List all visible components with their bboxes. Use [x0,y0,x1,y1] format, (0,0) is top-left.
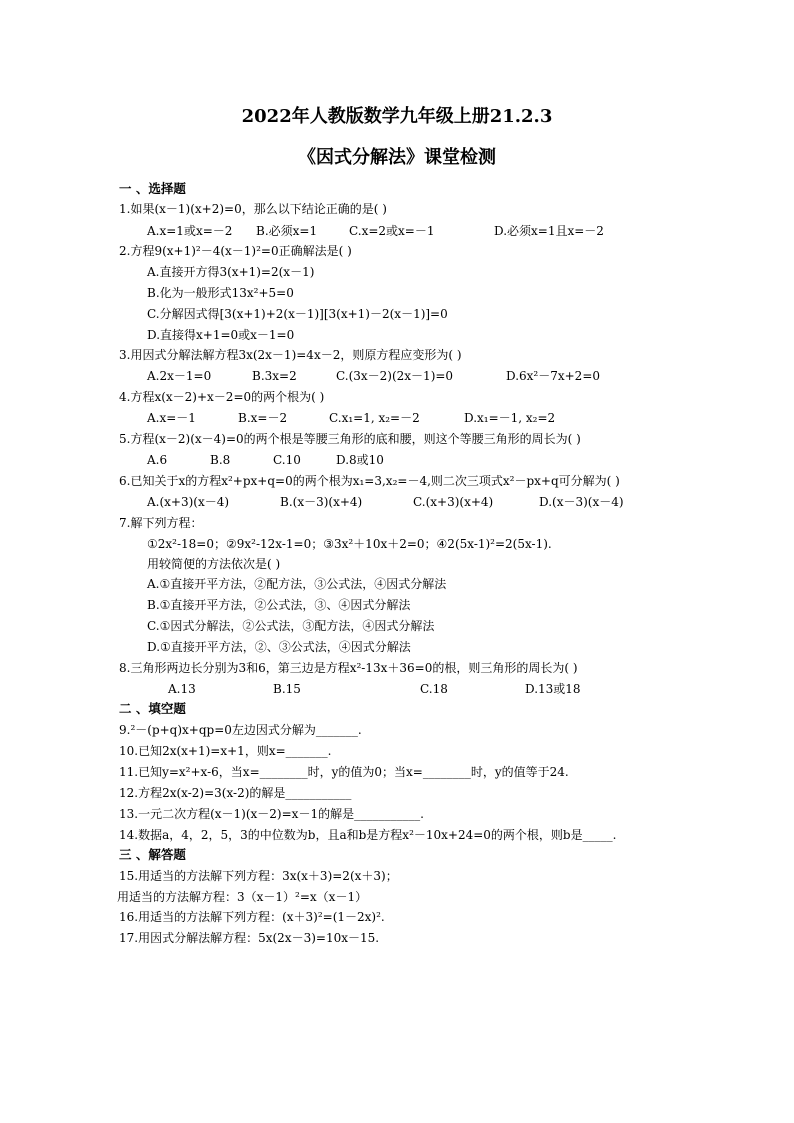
q6-option-b: B.(x－3)(x+4) [280,495,363,509]
question-3-stem: 3.用因式分解法解方程3x(2x－1)=4x－2，则原方程应变形为( ) [119,348,462,362]
question-11: 11.已知y=x²+x-6，当x=________时，y的值为0；当x=________时，y的值等于24. [119,765,569,779]
question-14: 14.数据a，4，2，5，3的中位数为b，且a和b是方程x²－10x+24=0的两个根，则b是_____. [119,828,617,842]
question-6-stem: 6.已知关于x的方程x²+px+q=0的两个根为x₁=3,x₂=－4,则二次三项式x²－px+q可分解为( ) [119,474,620,488]
question-12: 12.方程2x(x-2)=3(x-2)的解是___________ [119,786,352,800]
q8-option-a: A.13 [168,682,196,696]
q5-option-d: D.8或10 [336,453,384,467]
question-16: 16.用适当的方法解下列方程：(x＋3)²=(1－2x)². [119,910,385,924]
q8-option-d: D.13或18 [525,682,581,696]
question-13: 13.一元二次方程(x－1)(x－2)=x－1的解是___________. [119,807,424,821]
q3-option-b: B.3x=2 [252,369,297,383]
q7-option-d: D.①直接开平方法，②、③公式法，④因式分解法 [147,640,411,654]
page-subtitle: 《因式分解法》课堂检测 [298,147,496,168]
question-8-stem: 8.三角形两边长分别为3和6，第三边是方程x²-13x＋36=0的根，则三角形的周长为( ) [119,661,578,675]
q3-option-a: A.2x－1=0 [147,369,212,383]
q7-equations: ①2x²-18=0；②9x²-12x-1=0；③3x²＋10x＋2=0；④2(5x-1)²=2(5x-1). [147,537,552,551]
section-heading-answer: 三 、解答题 [119,847,186,862]
q3-option-d: D.6x²－7x+2=0 [506,369,601,383]
q4-option-d: D.x₁=－1, x₂=2 [464,411,556,425]
question-4-stem: 4.方程x(x－2)+x－2=0的两个根为( ) [119,390,325,404]
question-1-stem: 1.如果(x－1)(x+2)=0，那么以下结论正确的是( ) [119,202,387,216]
q2-option-c: C.分解因式得[3(x+1)+2(x－1)][3(x+1)－2(x－1)]=0 [147,307,448,321]
q7-option-b: B.①直接开平方法，②公式法，③、④因式分解法 [147,598,411,612]
question-5-stem: 5.方程(x－2)(x－4)=0的两个根是等腰三角形的底和腰，则这个等腰三角形的周长为( ) [119,432,581,446]
q4-option-c: C.x₁=1, x₂=－2 [329,411,420,425]
q1-option-a: A.x=1或x=－2 [147,224,233,238]
q4-option-a: A.x=－1 [147,411,196,425]
q3-option-c: C.(3x－2)(2x－1)=0 [336,369,454,383]
q5-option-c: C.10 [273,453,301,467]
q2-option-b: B.化为一般形式13x²+5=0 [147,286,294,300]
question-15-part-2: 用适当的方法解方程：3（x－1）²=x（x－1） [117,890,368,904]
q5-option-a: A.6 [147,453,168,467]
question-9: 9.²－(p+q)x+qp=0左边因式分解为_______. [119,723,362,737]
q7-option-a: A.①直接开平方法，②配方法，③公式法，④因式分解法 [147,577,447,591]
question-10: 10.已知2x(x+1)=x+1，则x=_______. [119,744,332,758]
q8-option-c: C.18 [420,682,448,696]
q7-prompt: 用较简便的方法依次是( ) [147,557,281,571]
q4-option-b: B.x=－2 [238,411,288,425]
q6-option-d: D.(x－3)(x－4) [539,495,624,509]
q1-option-c: C.x=2或x=－1 [349,224,435,238]
question-7-stem: 7.解下列方程： [119,516,203,530]
question-17: 17.用因式分解法解方程：5x(2x－3)=10x－15. [119,931,380,945]
section-heading-choice: 一 、选择题 [119,181,186,196]
q6-option-c: C.(x+3)(x+4) [413,495,494,509]
q5-option-b: B.8 [210,453,231,467]
q1-option-d: D.必须x=1且x=－2 [494,224,604,238]
q2-option-d: D.直接得x+1=0或x－1=0 [147,328,295,342]
q6-option-a: A.(x+3)(x－4) [147,495,230,509]
q7-option-c: C.①因式分解法，②公式法，③配方法，④因式分解法 [147,619,435,633]
question-2-stem: 2.方程9(x+1)²－4(x－1)²=0正确解法是( ) [119,244,352,258]
page-title: 2022年人教版数学九年级上册21.2.3 [241,106,553,127]
question-15: 15.用适当的方法解下列方程：3x(x＋3)=2(x＋3)； [119,869,398,883]
section-heading-fill: 二 、填空题 [119,701,186,716]
q2-option-a: A.直接开方得3(x+1)=2(x－1) [147,265,315,279]
q1-option-b: B.必须x=1 [256,224,318,238]
q8-option-b: B.15 [273,682,301,696]
